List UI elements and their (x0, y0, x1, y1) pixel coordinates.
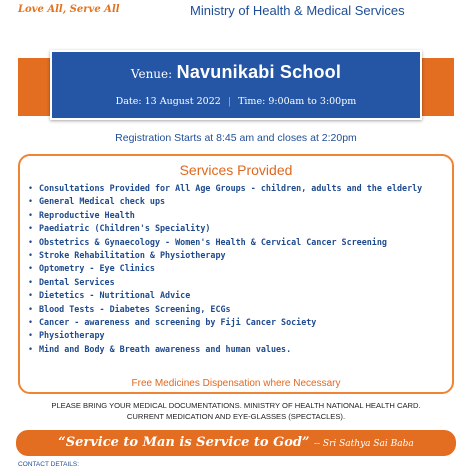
service-item-label: Stroke Rehabilitation & Physiotherapy (39, 249, 226, 260)
bullet-icon: • (28, 276, 34, 287)
service-item-label: Obstetrics & Gynaecology - Women's Health & Cervical Cancer Screening (39, 236, 387, 247)
bullet-icon: • (28, 263, 34, 274)
service-item-label: Reproductive Health (39, 209, 135, 220)
bullet-icon: • (28, 290, 34, 301)
service-item (28, 329, 422, 342)
services-list (28, 182, 422, 356)
documents-notice (0, 400, 472, 422)
quote-banner (16, 430, 456, 456)
service-item-label: Dental Services (39, 276, 115, 287)
ministry-title: Ministry of Health & Medical Services (190, 3, 405, 18)
service-item (28, 195, 422, 208)
time-label: Time: (238, 96, 266, 107)
service-item-label: Physiotherapy (39, 330, 105, 341)
service-item-label: Consultations Provided for All Age Groups - children, adults and the elderly (39, 183, 423, 193)
service-item (28, 249, 422, 262)
venue-name: Navunikabi School (176, 62, 342, 82)
registration-text: Registration Starts at 8:45 am and closes at 2:20pm (115, 132, 357, 144)
quote-line (16, 435, 456, 450)
quote-text: “Service to Man is Service to God” (58, 435, 310, 450)
venue-label: Venue: (130, 67, 173, 81)
services-box (18, 154, 454, 394)
services-title: Services Provided (179, 162, 293, 178)
free-medicines-note: Free Medicines Dispensation where Necessary (131, 378, 341, 389)
service-item-label: Blood Tests - Diabetes Screening, ECGs (39, 303, 231, 314)
bullet-icon: • (28, 236, 34, 247)
service-item (28, 222, 422, 235)
service-item (28, 343, 422, 356)
quote-author: -- Sri Sathya Sai Baba (313, 439, 414, 449)
service-item-label: Mind and Body & Breath awareness and human values. (39, 343, 292, 354)
date-value: 13 August 2022 (144, 96, 221, 107)
bullet-icon: • (28, 316, 34, 327)
service-item-label: Cancer - awareness and screening by Fiji Cancer Society (39, 316, 317, 327)
service-item (28, 303, 422, 316)
bullet-icon: • (28, 209, 34, 220)
service-item-label: Dietetics - Nutritional Advice (39, 290, 191, 301)
service-item (28, 262, 422, 275)
documents-line-2: CURRENT MEDICATION AND EYE-GLASSES (SPECTACLES). (126, 412, 346, 421)
service-item-label: Paediatric (Children's Speciality) (39, 223, 211, 234)
service-item (28, 209, 422, 222)
documents-line-1: PLEASE BRING YOUR MEDICAL DOCUMENTATIONS. MINISTRY OF HEALTH NATIONAL HEALTH CARD. (51, 401, 421, 410)
service-item (28, 236, 422, 249)
date-label: Date: (115, 96, 142, 107)
bullet-icon: • (28, 249, 34, 260)
bullet-icon: • (28, 196, 34, 207)
venue-line (52, 62, 420, 83)
service-item (28, 182, 422, 195)
service-item-label: General Medical check ups (39, 196, 166, 207)
separator: | (227, 96, 232, 107)
bullet-icon: • (28, 183, 34, 193)
date-time-line (52, 96, 420, 107)
venue-banner (50, 50, 422, 120)
service-item (28, 316, 422, 329)
bullet-icon: • (28, 223, 34, 234)
bullet-icon: • (28, 330, 34, 341)
bullet-icon: • (28, 343, 34, 354)
motto-text: Love All, Serve All (18, 4, 120, 15)
time-value: 9:00am to 3:00pm (268, 96, 357, 107)
service-item (28, 289, 422, 302)
contact-details-label: CONTACT DETAILS: (18, 461, 80, 468)
service-item-label: Optometry - Eye Clinics (39, 263, 155, 274)
bullet-icon: • (28, 303, 34, 314)
service-item (28, 276, 422, 289)
